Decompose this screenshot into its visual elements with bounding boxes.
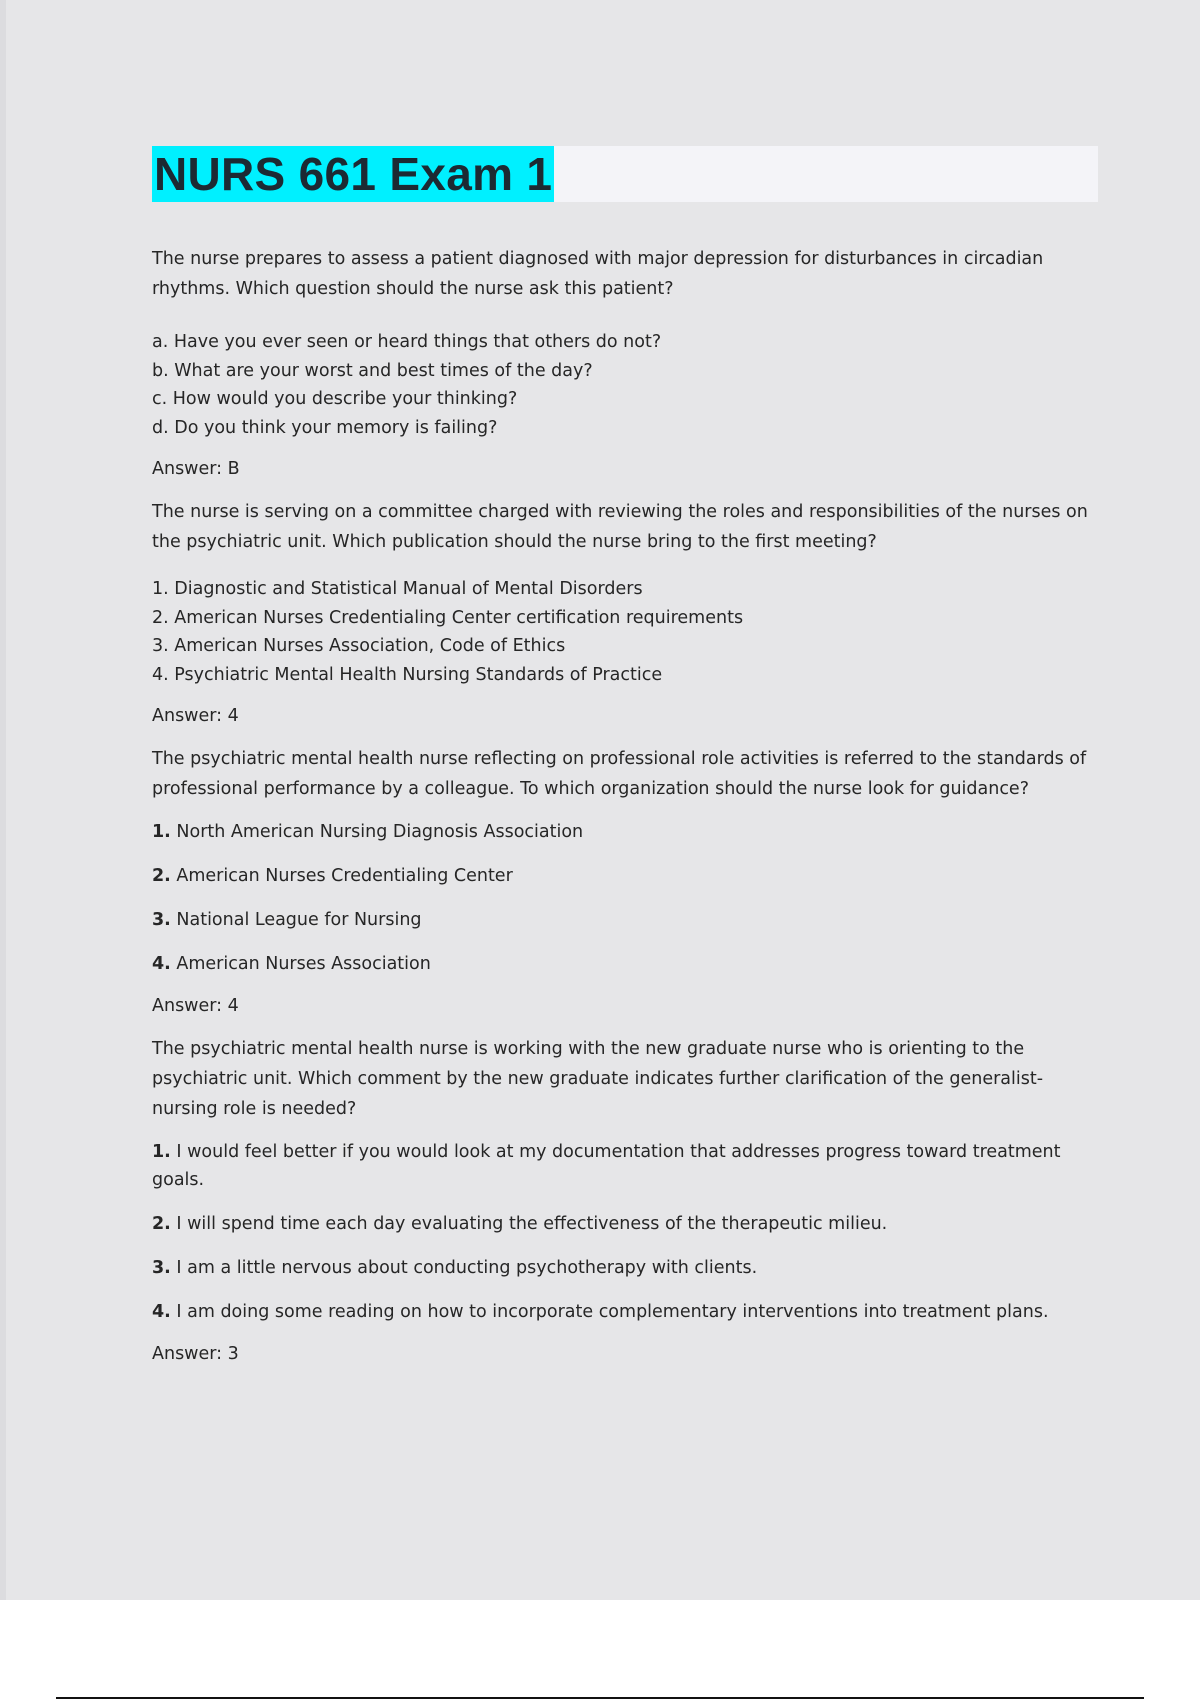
document-body xyxy=(152,244,1092,1368)
question-stem: The nurse prepares to assess a patient diagnosed with major depression for disturbances in circadian rhythms. Which question should the nurse ask this patient? xyxy=(152,249,1044,299)
option-item: 4. American Nurses Association xyxy=(152,954,431,974)
answer-line: Answer: 4 xyxy=(152,996,239,1016)
question-1 xyxy=(152,244,1092,483)
option-item: 4. Psychiatric Mental Health Nursing Standards of Practice xyxy=(152,664,663,685)
option-item: 1. I would feel better if you would look at my documentation that addresses progress toward treatment goals. xyxy=(152,1142,1061,1190)
option-item: d. Do you think your memory is failing? xyxy=(152,417,498,438)
footer-divider xyxy=(56,1697,1144,1699)
option-item: 4. I am doing some reading on how to incorporate complementary interventions into treatment plans. xyxy=(152,1302,1049,1322)
question-stem: The nurse is serving on a committee charged with reviewing the roles and responsibilities of the nurses on the psychiatric unit. Which publication should the nurse bring to the first meeting? xyxy=(152,502,1088,552)
question-stem: The psychiatric mental health nurse is working with the new graduate nurse who is orienting to the psychiatric unit. Which comment by the new graduate indicates further clarification of the generalist-nursing role is needed? xyxy=(152,1039,1044,1119)
option-item: b. What are your worst and best times of the day? xyxy=(152,360,593,381)
answer-line: Answer: 3 xyxy=(152,1344,239,1364)
option-item: 2. I will spend time each day evaluating the effectiveness of the therapeutic milieu. xyxy=(152,1214,888,1234)
question-3 xyxy=(152,744,1092,1020)
option-item: 1. North American Nursing Diagnosis Association xyxy=(152,822,584,842)
option-item: 3. National League for Nursing xyxy=(152,910,422,930)
option-item: 3. American Nurses Association, Code of Ethics xyxy=(152,636,566,656)
option-list xyxy=(152,328,1092,442)
option-item: 1. Diagnostic and Statistical Manual of Mental Disorders xyxy=(152,579,643,599)
option-item: a. Have you ever seen or heard things that others do not? xyxy=(152,332,662,352)
option-item: 2. American Nurses Credentialing Center xyxy=(152,866,513,886)
option-item: 3. I am a little nervous about conducting psychotherapy with clients. xyxy=(152,1258,758,1278)
title-bar xyxy=(152,146,1098,202)
question-stem: The psychiatric mental health nurse reflecting on professional role activities is referred to the standards of professional performance by a colleague. To which organization should the nurse look for guidance? xyxy=(152,749,1087,799)
option-list xyxy=(152,1138,1092,1326)
option-list xyxy=(152,575,1092,689)
option-item: c. How would you describe your thinking? xyxy=(152,389,518,409)
question-2 xyxy=(152,497,1092,730)
question-4 xyxy=(152,1034,1092,1368)
answer-line: Answer: B xyxy=(152,459,240,479)
option-item: 2. American Nurses Credentialing Center certification requirements xyxy=(152,607,744,628)
answer-line: Answer: 4 xyxy=(152,706,239,726)
document-title: NURS 661 Exam 1 xyxy=(154,148,553,200)
option-list xyxy=(152,818,1092,978)
